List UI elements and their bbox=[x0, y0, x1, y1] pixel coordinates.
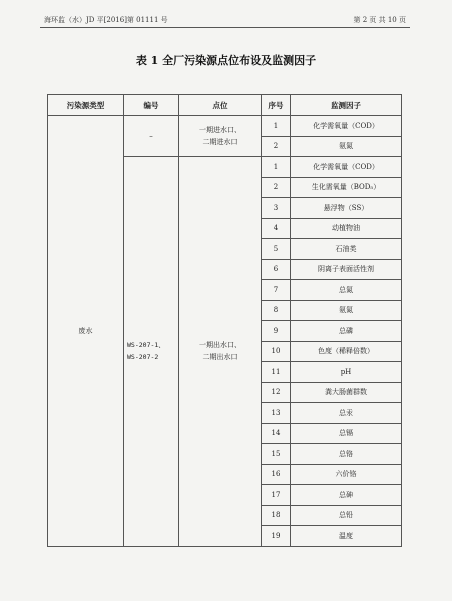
col-header-type: 污染源类型 bbox=[48, 95, 124, 116]
table-row bbox=[48, 116, 402, 137]
seq-cell: 2 bbox=[262, 136, 291, 157]
factor-cell: 悬浮物（SS） bbox=[291, 198, 402, 219]
outlet-point-line: 二期出水口 bbox=[202, 353, 238, 362]
seq-cell: 19 bbox=[262, 526, 291, 547]
col-header-factor: 监测因子 bbox=[291, 95, 402, 116]
seq-cell: 17 bbox=[262, 485, 291, 506]
factor-cell: 总铅 bbox=[291, 505, 402, 526]
inlet-point-cell bbox=[179, 116, 262, 157]
factor-cell: 六价铬 bbox=[291, 464, 402, 485]
factor-cell: 总镉 bbox=[291, 423, 402, 444]
seq-cell: 10 bbox=[262, 341, 291, 362]
outlet-code-cell bbox=[124, 157, 179, 547]
table-title: 表 1 全厂污染源点位布设及监测因子 bbox=[135, 54, 317, 67]
seq-cell: 14 bbox=[262, 423, 291, 444]
factor-cell: 阴离子表面活性剂 bbox=[291, 259, 402, 280]
outlet-code-line: WS-207-2 bbox=[127, 353, 159, 362]
page-indicator: 第 2 页 共 10 页 bbox=[353, 16, 406, 24]
factor-cell: 生化需氧量（BOD₅） bbox=[291, 177, 402, 198]
factor-cell: 氨氮 bbox=[291, 300, 402, 321]
outlet-point-cell bbox=[179, 157, 262, 547]
inlet-point-line: 二期进水口 bbox=[202, 138, 238, 146]
factor-cell: 粪大肠菌群数 bbox=[291, 382, 402, 403]
factor-cell: 总铬 bbox=[291, 444, 402, 465]
seq-cell: 3 bbox=[262, 198, 291, 219]
source-type-cell: 废水 bbox=[48, 116, 124, 547]
seq-cell: 9 bbox=[262, 321, 291, 342]
seq-cell: 18 bbox=[262, 505, 291, 526]
seq-cell: 12 bbox=[262, 382, 291, 403]
header-divider bbox=[40, 27, 410, 28]
outlet-code-line: WS-207-1、 bbox=[127, 341, 165, 350]
seq-cell: 8 bbox=[262, 300, 291, 321]
report-number: 海环监（水）JD 平[2016]第 01111 号 bbox=[44, 16, 168, 24]
seq-cell: 1 bbox=[262, 116, 291, 137]
seq-cell: 2 bbox=[262, 177, 291, 198]
factor-cell: 石油类 bbox=[291, 239, 402, 260]
seq-cell: 15 bbox=[262, 444, 291, 465]
inlet-code-cell: – bbox=[124, 116, 179, 157]
inlet-point-line: 一期进水口、 bbox=[199, 126, 241, 134]
seq-cell: 7 bbox=[262, 280, 291, 301]
factor-cell: 总氮 bbox=[291, 280, 402, 301]
factor-cell: 总砷 bbox=[291, 485, 402, 506]
seq-cell: 16 bbox=[262, 464, 291, 485]
factor-cell: 色度（稀释倍数） bbox=[291, 341, 402, 362]
seq-cell: 6 bbox=[262, 259, 291, 280]
seq-cell: 11 bbox=[262, 362, 291, 383]
col-header-seq: 序号 bbox=[262, 95, 291, 116]
factor-cell: 动植物油 bbox=[291, 218, 402, 239]
col-header-point: 点位 bbox=[179, 95, 262, 116]
outlet-point-line: 一期出水口、 bbox=[199, 341, 241, 350]
monitoring-table bbox=[47, 94, 402, 547]
factor-cell: 总汞 bbox=[291, 403, 402, 424]
table-header-row bbox=[48, 95, 402, 116]
seq-cell: 13 bbox=[262, 403, 291, 424]
factor-cell: 氨氮 bbox=[291, 136, 402, 157]
factor-cell: 化学需氧量（COD） bbox=[291, 116, 402, 137]
factor-cell: 化学需氧量（COD） bbox=[291, 157, 402, 178]
factor-cell: pH bbox=[291, 362, 402, 383]
factor-cell: 总磷 bbox=[291, 321, 402, 342]
seq-cell: 4 bbox=[262, 218, 291, 239]
seq-cell: 1 bbox=[262, 157, 291, 178]
seq-cell: 5 bbox=[262, 239, 291, 260]
factor-cell: 温度 bbox=[291, 526, 402, 547]
col-header-code: 编号 bbox=[124, 95, 179, 116]
